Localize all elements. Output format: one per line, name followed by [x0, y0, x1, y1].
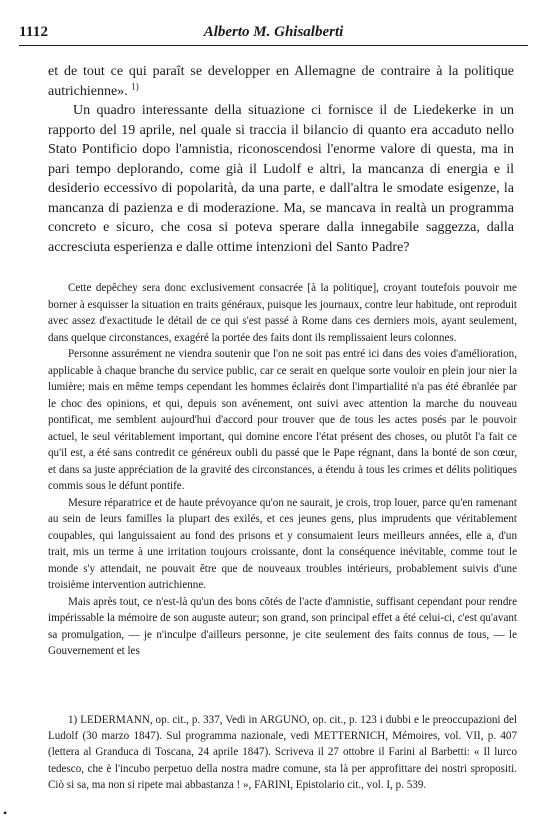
footnotes [48, 712, 517, 793]
footnote-reference: 1) [131, 80, 139, 91]
quote-paragraph: Mesure réparatrice et de haute prévoyance qu'on ne saurait, je crois, trop louer, parce qu'en ramenant au sein de leurs familles la plupart des exilés, et ces jeunes gens, plus imprudents que véritablement coupables, qui languissaient au fond des prisons et y consumaient leurs meilleurs années, elle a, d'un trait, mis un terme à une irritation toujours croissante, dont la conséquence inévitable, comme tout le monde s'y attendait, ne pouvait être que de nouveaux troubles intérieurs, probablement suivis d'une troisième intervention autrichienne. [48, 496, 517, 591]
footnote-text: LEDERMANN, op. cit., p. 337, Vedi in ARGUNO, op. cit., p. 123 i dubbi e le preoccupazioni del Ludolf (30 marzo 1847). Sul programma nazionale, vedi METTERNICH, Mémoires, vol. VII, p. 407 (lettera al Granduca di Toscana, 24 aprile 1847). Scriveva il 27 ottobre il Farini al Barbetti: « Il lurco tedesco, che è l'incubo perpetuo della nostra madre comune, sta là per approfittare dei nostri spropositi. Ciò si sa, ma non si ripete mai abbastanza ! », FARINI, Epistolario cit., vol. I, p. 539. [48, 714, 517, 791]
block-quotation [48, 280, 517, 660]
footnote [48, 712, 517, 793]
running-head-author: Alberto M. Ghisalberti [203, 24, 344, 40]
main-text [48, 62, 514, 257]
paragraph: Un quadro interessante della situazione ci fornisce il de Liedekerke in un rapporto del 19 aprile, nel quale si traccia il bilancio di quanto era accaduto nello Stato Pontificio dopo l'amnistia, riconoscendosi l'enorme valore di questa, ma in pari tempo deplorando, come già il Ludolf e altri, la mancanza di energia e il desiderio eccessivo di popolarità, da una parte, e dall'altra le smodate esigenze, la mancanza di pazienza e di moderazione. Ma, se mancava in realtà un programma concreto e sicuro, che cosa si poteva sperare dalla innegabile saggezza, dalla accresciuta esperienza e dalle ottime intenzioni del Santo Padre? [48, 103, 514, 255]
margin-mark: • [3, 806, 8, 820]
footnote-number: 1) [68, 714, 78, 726]
quote-paragraph: Cette depêchey sera donc exclusivement consacrée [à la politique], croyant toutefois pouvoir me borner à esquisser la situation en traits généraux, puisque les journaux, contre leur habitude, ont reproduit avec assez d'exactitude le détail de ce qui s'est passé à Rome dans ces derniers mois, ayant seulement, dans quelque circonstances, exagéré la portée des faits dont ils remplissaient leurs colonnes. [48, 282, 517, 344]
quote-paragraph: Mais après tout, ce n'est-là qu'un des bons côtés de l'acte d'amnistie, suffisant cependant pour rendre impérissable la mémoire de son auguste auteur; son grand, son principal effet a été celui-ci, c'est qu'avant sa promulgation, — je n'inculpe d'ailleurs personne, je cite seulement des faits connus de tous, — le Gouvernement et les [48, 595, 517, 657]
page-number: 1112 [19, 24, 49, 40]
quote-paragraph: Personne assurément ne viendra soutenir que l'on ne soit pas entré ici dans des voies d'amélioration, applicable à chaque branche du service public, car ce serait en quelque sorte vouloir en plein jour nier la lumière; mais en même temps cependant les hommes éclairés dont l'impartialité n'a pas été ébranlée par le choc des opinions, et qui, depuis son avénement, ont suivi avec attention la marche du nouveau pontificat, me semblent aujourd'hui d'accord pour trouver que de tous les actes posés par le pouvoir actuel, le seul véritablement important, qui domine encore l'état présent des choses, ou plutôt l'a fait ce qu'il est, a été sans contredit ce généreux oubli du passé que le Pape régnant, dans la bonté de son cœur, et dans sa juste appréciation de la gravité des circonstances, a étendu à tous les crimes et délits politiques commis sous le défunt pontife. [48, 348, 517, 492]
running-header [19, 24, 528, 44]
paragraph-continuation [48, 62, 514, 101]
paragraph-text: et de tout ce qui paraît se developper en Allemagne de contraire à la politique autrichienne». [48, 64, 514, 99]
header-rule [19, 45, 528, 46]
